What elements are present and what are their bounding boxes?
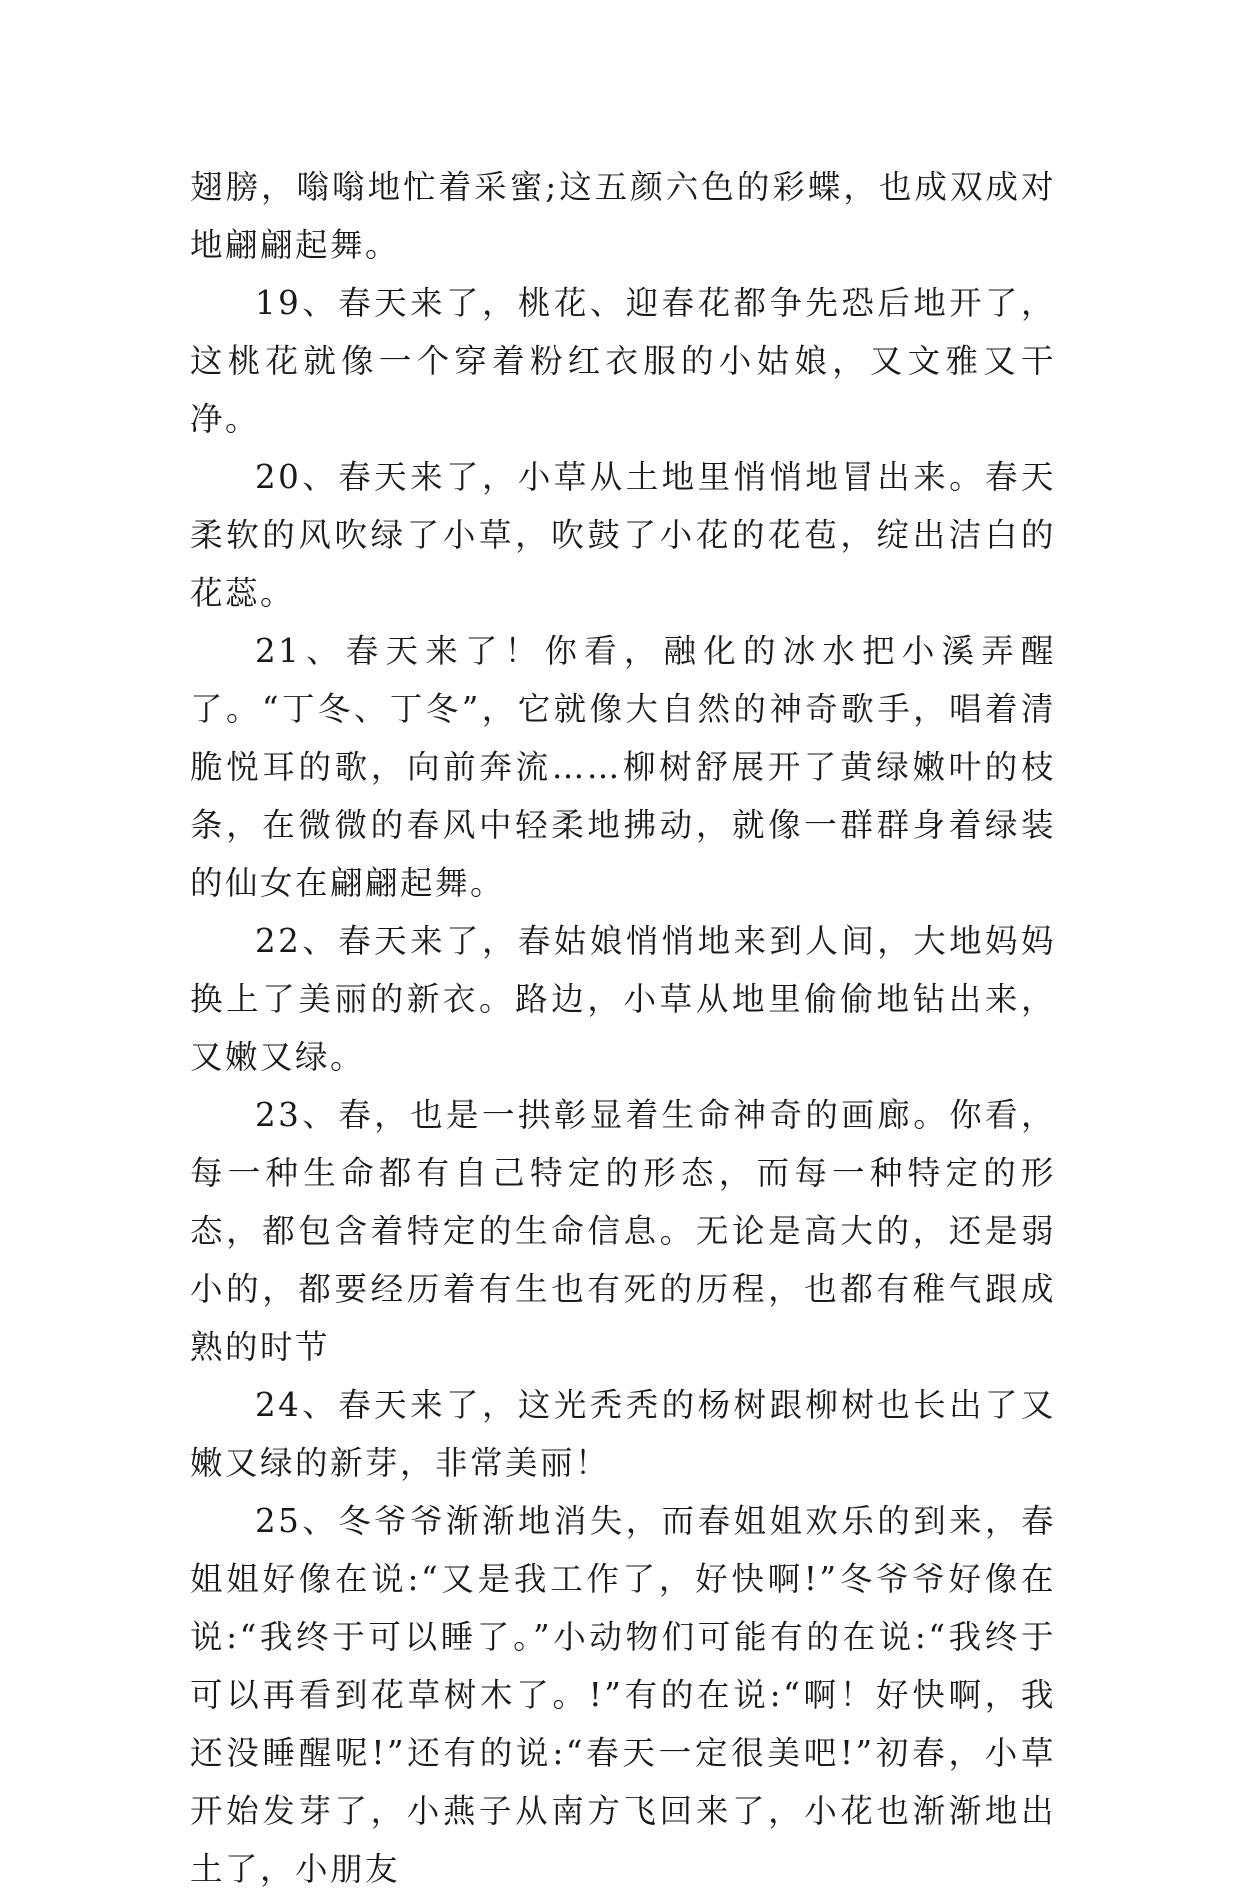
paragraph-23: 23、春，也是一拱彰显着生命神奇的画廊。你看，每一种生命都有自己特定的形态，而每一种特定的形态，都包含着特定的生命信息。无论是高大的，还是弱小的，都要经历着有生也有死的历程，也都有稚气跟成熟的时节 (190, 1096, 1056, 1366)
paragraph-25: 25、冬爷爷渐渐地消失，而春姐姐欢乐的到来，春姐姐好像在说:“又是我工作了，好快啊!”冬爷爷好像在说:“我终于可以睡了。”小动物们可能有的在说:“我终于可以再看到花草树木了。!”有的在说:“啊！好快啊，我还没睡醒呢!”还有的说:“春天一定很美吧!”初春，小草开始发芽了，小燕子从南方飞回来了，小花也渐渐地出土了，小朋友 (190, 1502, 1056, 1888)
paragraph-continued: 翅膀，嗡嗡地忙着采蜜;这五颜六色的彩蝶，也成双成对地翩翩起舞。 (190, 168, 1056, 264)
paragraph-22: 22、春天来了，春姑娘悄悄地来到人间，大地妈妈换上了美丽的新衣。路边，小草从地里偷偷地钻出来，又嫩又绿。 (190, 922, 1056, 1076)
document-body (190, 158, 1056, 1898)
paragraph-21: 21、春天来了！你看，融化的冰水把小溪弄醒了。“丁冬、丁冬”，它就像大自然的神奇歌手，唱着清脆悦耳的歌，向前奔流……柳树舒展开了黄绿嫩叶的枝条，在微微的春风中轻柔地拂动，就像一群群身着绿装的仙女在翩翩起舞。 (190, 632, 1056, 902)
paragraph-19: 19、春天来了，桃花、迎春花都争先恐后地开了，这桃花就像一个穿着粉红衣服的小姑娘，又文雅又干净。 (190, 284, 1056, 438)
paragraph-20: 20、春天来了，小草从土地里悄悄地冒出来。春天柔软的风吹绿了小草，吹鼓了小花的花苞，绽出洁白的花蕊。 (190, 458, 1056, 612)
paragraph-24: 24、春天来了，这光秃秃的杨树跟柳树也长出了又嫩又绿的新芽，非常美丽！ (190, 1386, 1056, 1482)
